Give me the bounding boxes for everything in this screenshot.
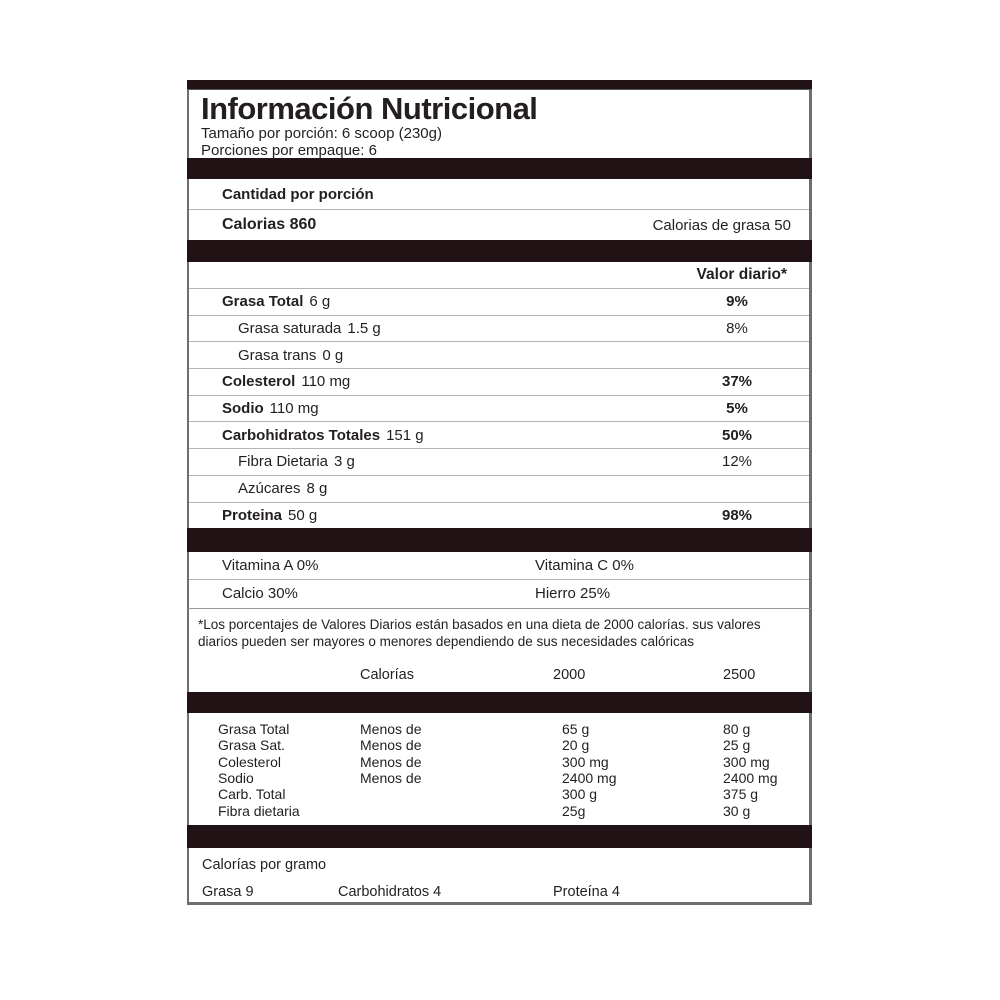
reference-row-cholesterol: Colesterol Menos de 300 mg 300 mg [218, 753, 770, 770]
calcium-value: Calcio 30% [222, 584, 298, 602]
servings-per-container-text: Porciones por empaque: 6 [201, 141, 377, 158]
daily-value-table [187, 262, 812, 528]
nutrient-row-sugars: Azúcares 8 g [189, 475, 809, 502]
column-2000-label: 2000 [553, 667, 586, 684]
dv-percent: 9% [726, 293, 748, 311]
vitamins-row [189, 552, 809, 580]
dv-percent: 37% [721, 373, 753, 391]
nutrient-row-protein: Proteina 50 g 98% [189, 502, 809, 529]
vitamin-c-value: Vitamina C 0% [535, 556, 634, 574]
nutrient-row-total-fat: Grasa Total 6 g 9% [189, 288, 809, 315]
top-separator-bar [187, 80, 812, 89]
nutrient-row-saturated-fat: Grasa saturada 1.5 g 8% [189, 315, 809, 342]
separator-bar [187, 240, 812, 262]
dv-percent: 5% [726, 400, 748, 418]
separator-bar [187, 528, 812, 552]
nutrient-row-sodium: Sodio 110 mg 5% [189, 395, 809, 422]
protein-per-gram: Proteína 4 [553, 884, 620, 901]
dv-percent: 50% [721, 426, 753, 444]
vitamin-a-value: Vitamina A 0% [222, 556, 319, 574]
reference-row-total-carbs: Carb. Total 300 g 375 g [218, 786, 759, 803]
daily-value-header: Valor diario* [696, 266, 787, 283]
dv-percent: 98% [721, 506, 753, 524]
reference-row-fiber: Fibra dietaria 25g 30 g [218, 802, 751, 819]
separator-bar [187, 692, 812, 713]
reference-row-sodium: Sodio Menos de 2400 mg 2400 mg [218, 770, 778, 787]
nutrition-facts-label [187, 80, 812, 905]
calories-from-fat-value: Calorias de grasa 50 [652, 216, 791, 234]
calories-column-label: Calorías [360, 667, 414, 684]
footnote-section [187, 608, 812, 692]
reference-row-sat-fat: Grasa Sat. Menos de 20 g 25 g [218, 737, 751, 754]
dv-percent: 12% [721, 453, 753, 471]
column-2500-label: 2500 [723, 667, 756, 684]
dv-percent: 8% [726, 320, 748, 338]
reference-row-total-fat: Grasa Total Menos de 65 g 80 g [218, 721, 751, 738]
nutrient-row-cholesterol: Colesterol 110 mg 37% [189, 368, 809, 395]
serving-size-text: Tamaño por porción: 6 scoop (230g) [201, 125, 442, 142]
calories-per-gram-title: Calorías por gramo [202, 857, 327, 874]
nutrient-row-total-carbs: Carbohidratos Totales 151 g 50% [189, 421, 809, 448]
calories-row [189, 210, 809, 240]
nutrient-row-trans-fat: Grasa trans 0 g [189, 341, 809, 368]
calories-per-gram-section [187, 848, 812, 905]
daily-values-footnote: *Los porcentajes de Valores Diarios están basados en una dieta de 2000 calorías. sus valores diarios pueden ser mayores o menores dependiendo de sus necesidades calóricas [198, 617, 761, 650]
amount-per-serving-label: Cantidad por porción [189, 179, 809, 210]
amount-per-serving-section [187, 179, 812, 240]
minerals-row [189, 580, 809, 608]
carbs-per-gram: Carbohidratos 4 [338, 884, 442, 901]
micronutrients-section [187, 552, 812, 608]
iron-value: Hierro 25% [535, 584, 611, 602]
reference-table [187, 713, 812, 825]
nutrient-row-dietary-fiber: Fibra Dietaria 3 g 12% [189, 448, 809, 475]
label-header-section [187, 89, 812, 158]
calories-value: Calorias 860 [222, 216, 317, 233]
fat-per-gram: Grasa 9 [202, 884, 254, 901]
reference-table-header [189, 667, 809, 689]
separator-bar [187, 825, 812, 848]
label-title: Información Nutricional [201, 91, 538, 126]
separator-bar [187, 158, 812, 179]
